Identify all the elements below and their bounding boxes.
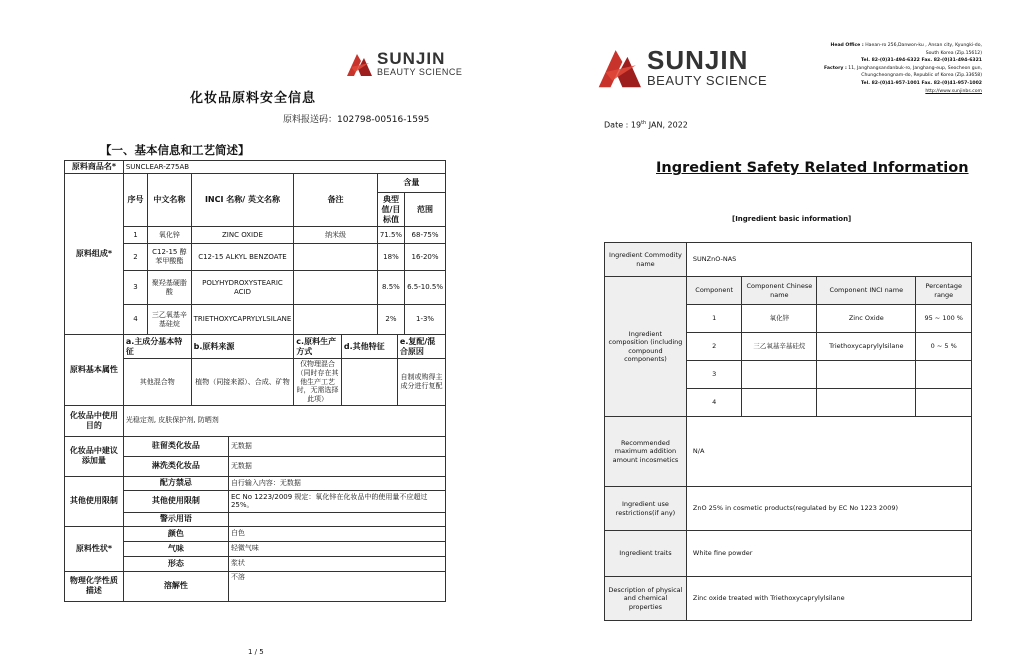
comp-note xyxy=(294,271,378,305)
other-limits-label: 其他使用限制 xyxy=(65,476,124,526)
date-label: Date : xyxy=(604,120,631,130)
attr-b-header: b.原料来源 xyxy=(191,335,294,359)
restrictions-label: Ingredient use restrictions(if any) xyxy=(605,487,687,531)
date-day: 19 xyxy=(630,120,642,130)
comp-typical: 71.5% xyxy=(377,227,404,244)
comp-cn: 氧化锌 xyxy=(742,305,817,333)
attr-a-value: 其他混合物 xyxy=(123,359,191,406)
table-row xyxy=(65,161,446,174)
comp-cn: 氧化锌 xyxy=(148,227,192,244)
other-use-value: EC No 1223/2009 规定：氧化锌在化妆品中的使用量不应超过 25%。 xyxy=(228,490,445,512)
comp-no: 4 xyxy=(686,389,742,417)
comp-cn: 三乙氧基辛基硅烷 xyxy=(148,305,192,335)
product-name-label: 原料商品名* xyxy=(65,161,124,174)
date-suffix: th xyxy=(641,120,647,126)
comp-no: 1 xyxy=(686,305,742,333)
document-date xyxy=(604,120,688,130)
head-office-address: Haean-ro 256,Danwon-ku , Ansan city, Kyungki-do, South Korea (Zip.15612) xyxy=(865,43,982,56)
attr-e-header: e.复配/混合原因 xyxy=(397,335,445,359)
commodity-value: SUNZnO-NAS xyxy=(686,243,971,277)
brand-name: SUNJIN xyxy=(647,44,749,75)
comp-no: 2 xyxy=(686,333,742,361)
comp-cn: C12-15 醇苯甲酸酯 xyxy=(148,244,192,271)
brand-sub: BEAUTY SCIENCE xyxy=(647,72,768,88)
description-label: Description of physical and chemical properties xyxy=(605,577,687,621)
leave-on-value: 无数据 xyxy=(228,436,445,456)
factory-label: Factory : xyxy=(824,65,847,71)
attr-b-value: 植物（同接来源）、合成、矿物 xyxy=(191,359,294,406)
comp-cn xyxy=(742,361,817,389)
factory-address: 11, Janghangsandanbuk-ro, Janghang-eup, Seocheon gun, Chungcheongnam-do, Republic of Korea (Zip.33658) xyxy=(848,65,982,79)
comp-inci xyxy=(817,389,916,417)
comp-inci: TRIETHOXYCAPRYLYLSILANE xyxy=(191,305,294,335)
table-row xyxy=(65,476,446,490)
code-value: 102798-00516-1595 xyxy=(337,115,430,125)
table-row xyxy=(65,335,446,359)
sunjin-logo-icon xyxy=(345,51,373,77)
comp-no: 4 xyxy=(123,305,147,335)
comp-pct: 95 ~ 100 % xyxy=(916,305,972,333)
comp-typical: 8.5% xyxy=(377,271,404,305)
ingredient-info-table xyxy=(604,242,972,621)
table-row xyxy=(605,277,972,305)
brand-sub: BEAUTY SCIENCE xyxy=(377,67,463,77)
traits-value: White fine powder xyxy=(686,531,971,577)
table-row xyxy=(65,174,446,193)
comp-pct xyxy=(916,361,972,389)
basic-attr-label: 原料基本属性 xyxy=(65,335,124,406)
attr-d-value xyxy=(341,359,397,406)
suggested-amount-label: 化妆品中建议添加量 xyxy=(65,436,124,476)
website-link[interactable]: http://www.sunjinbs.com xyxy=(925,88,982,94)
formula-ban-value: 自行输入内容：无数据 xyxy=(228,476,445,490)
col-cn-name: Component Chinese name xyxy=(742,277,817,305)
english-document-page xyxy=(512,0,1024,667)
comp-note xyxy=(294,244,378,271)
comp-typical: 2% xyxy=(377,305,404,335)
other-use-label: 其他使用限制 xyxy=(123,490,228,512)
comp-cn: 三乙氧基辛基硅烷 xyxy=(742,333,817,361)
color-value: 白色 xyxy=(228,526,445,541)
formula-ban-label: 配方禁忌 xyxy=(123,476,228,490)
max-addition-value: N/A xyxy=(686,417,971,487)
warning-value xyxy=(228,512,445,526)
composition-label: 原料组成* xyxy=(65,174,124,335)
brand-name: SUNJIN xyxy=(377,49,446,68)
attr-c-header: c.原料生产方式 xyxy=(294,335,342,359)
use-purpose-label: 化妆品中使用目的 xyxy=(65,405,124,436)
attr-a-header: a.主成分基本特征 xyxy=(123,335,191,359)
use-purpose-value: 光稳定剂, 皮肤保护剂, 防晒剂 xyxy=(123,405,445,436)
comp-note xyxy=(294,305,378,335)
page-title: Ingredient Safety Related Information xyxy=(656,160,969,176)
submission-code xyxy=(283,112,429,125)
date-rest: JAN, 2022 xyxy=(646,120,688,130)
comp-inci: C12-15 ALKYL BENZOATE xyxy=(191,244,294,271)
table-row xyxy=(605,487,972,531)
sunjin-logo xyxy=(345,50,462,77)
odor-label: 气味 xyxy=(123,541,228,556)
comp-range: 16-20% xyxy=(405,244,446,271)
page-title: 化妆品原料安全信息 xyxy=(190,91,317,106)
attr-e-value: 自制或购得主成分进行复配 xyxy=(397,359,445,406)
attr-c-value: 仅物理混合（同时存在其他生产工艺时，无需选择此项） xyxy=(294,359,342,406)
comp-pct: 0 ~ 5 % xyxy=(916,333,972,361)
table-row xyxy=(65,526,446,541)
table-row xyxy=(65,405,446,436)
comp-cn xyxy=(742,389,817,417)
section-heading: 【一、基本信息和工艺简述】 xyxy=(100,143,250,157)
physchem-label: 物理化学性质描述 xyxy=(65,571,124,601)
commodity-label: Ingredient Commodity name xyxy=(605,243,687,277)
table-row xyxy=(65,571,446,601)
traits-label: Ingredient traits xyxy=(605,531,687,577)
basic-info-table xyxy=(64,160,446,602)
comp-range: 68-75% xyxy=(405,227,446,244)
properties-label: 原料性状* xyxy=(65,526,124,571)
attr-d-header: d.其他特征 xyxy=(341,335,397,359)
comp-note: 纳米级 xyxy=(294,227,378,244)
comp-pct xyxy=(916,389,972,417)
rinse-off-value: 无数据 xyxy=(228,456,445,476)
col-inci: INCI 名称/ 英文名称 xyxy=(191,174,294,227)
col-note: 备注 xyxy=(294,174,378,227)
table-row xyxy=(605,531,972,577)
odor-value: 轻微气味 xyxy=(228,541,445,556)
col-content: 含量 xyxy=(377,174,445,193)
comp-range: 6.5-10.5% xyxy=(405,271,446,305)
factory-tel: Tel. 82-(0)41-957-1001 Fax. 82-(0)41-957-1002 xyxy=(861,80,982,86)
table-row xyxy=(605,417,972,487)
comp-no: 3 xyxy=(123,271,147,305)
comp-typical: 18% xyxy=(377,244,404,271)
comp-no: 2 xyxy=(123,244,147,271)
code-label: 原料报送码： xyxy=(283,115,338,125)
table-row xyxy=(605,243,972,277)
col-inci-name: Component INCI name xyxy=(817,277,916,305)
table-row xyxy=(65,436,446,456)
form-value: 浆状 xyxy=(228,556,445,571)
solubility-label: 溶解性 xyxy=(123,571,228,601)
head-office-tel: Tel. 82-(0)31-494-6322 Fax. 82-(0)31-494-6321 xyxy=(861,58,982,64)
rinse-off-label: 淋洗类化妆品 xyxy=(123,456,228,476)
sunjin-logo-icon xyxy=(595,45,643,89)
table-row xyxy=(605,577,972,621)
restrictions-value: ZnO 25% in cosmetic products(regulated by EC No 1223 2009) xyxy=(686,487,971,531)
section-heading: [Ingredient basic information] xyxy=(732,215,852,223)
col-typical: 典型值/目标值 xyxy=(377,193,404,227)
comp-cn: 聚羟基硬脂酸 xyxy=(148,271,192,305)
form-label: 形态 xyxy=(123,556,228,571)
warning-label: 警示用语 xyxy=(123,512,228,526)
composition-label: Ingredient composition (including compound components) xyxy=(605,277,687,417)
comp-range: 1-3% xyxy=(405,305,446,335)
comp-no: 3 xyxy=(686,361,742,389)
col-percentage: Percentage range xyxy=(916,277,972,305)
color-label: 颜色 xyxy=(123,526,228,541)
comp-inci xyxy=(817,361,916,389)
leave-on-label: 驻留类化妆品 xyxy=(123,436,228,456)
col-cn: 中文名称 xyxy=(148,174,192,227)
description-value: Zinc oxide treated with Triethoxycaprylylsilane xyxy=(686,577,971,621)
page-number: 1 / 5 xyxy=(248,648,264,656)
col-no: 序号 xyxy=(123,174,147,227)
comp-no: 1 xyxy=(123,227,147,244)
comp-inci: Zinc Oxide xyxy=(817,305,916,333)
comp-inci: POLYHYDROXYSTEARIC ACID xyxy=(191,271,294,305)
comp-inci: ZINC OXIDE xyxy=(191,227,294,244)
company-address xyxy=(822,42,982,95)
max-addition-label: Recommended maximum addition amount incosmetics xyxy=(605,417,687,487)
col-component: Component xyxy=(686,277,742,305)
head-office-label: Head Office : xyxy=(830,43,864,48)
col-range: 范围 xyxy=(405,193,446,227)
sunjin-logo xyxy=(595,45,767,89)
comp-inci: Triethoxycaprylylsilane xyxy=(817,333,916,361)
product-name-value: SUNCLEAR-Z75AB xyxy=(123,161,445,174)
solubility-value: 不溶 xyxy=(228,571,445,601)
